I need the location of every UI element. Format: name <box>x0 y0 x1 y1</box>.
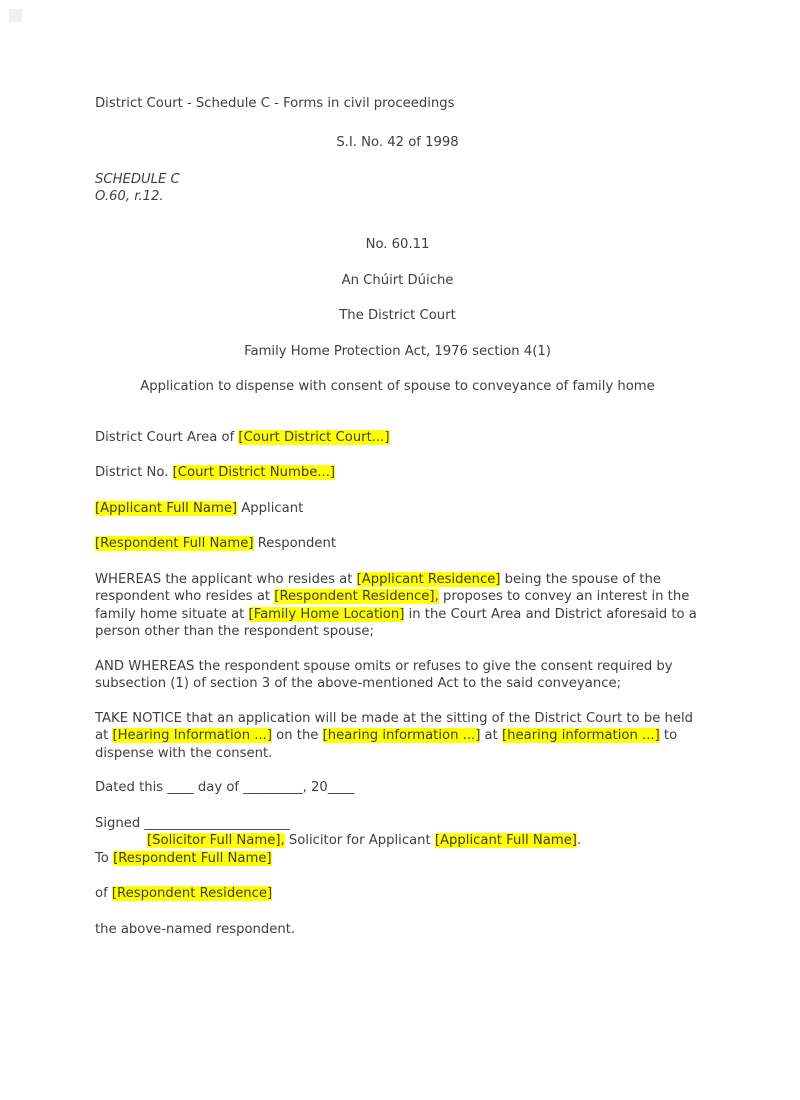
solicitor-mid-text: Solicitor for Applicant <box>284 833 435 848</box>
field-hearing-information-2[interactable]: [hearing information ...] <box>322 728 481 743</box>
form-title: Application to dispense with consent of spouse to conveyance of family home <box>140 379 655 394</box>
field-applicant-residence[interactable]: [Applicant Residence] <box>356 571 501 587</box>
of-residence-line <box>95 885 700 903</box>
take-notice-text-4: to dispense with the consent. <box>95 728 678 761</box>
whereas-text-2: being the spouse of the respondent who resides at <box>95 571 661 604</box>
form-number: No. 60.11 <box>365 237 430 252</box>
respondent-line <box>95 535 700 553</box>
document-content <box>95 95 700 938</box>
take-notice-paragraph <box>95 710 700 763</box>
district-no-label: District No. <box>95 465 173 480</box>
district-number-line <box>95 464 700 482</box>
schedule-reference <box>95 172 700 205</box>
signature-blank[interactable]: ______________________ <box>144 815 290 831</box>
to-label: To <box>95 850 114 866</box>
solicitor-line <box>95 832 700 850</box>
field-applicant-full-name-solicitor[interactable]: [Applicant Full Name] <box>434 833 577 848</box>
field-court-district-court[interactable]: [Court District Court...] <box>238 429 390 445</box>
field-hearing-information-1[interactable]: [Hearing Information ...] <box>112 728 272 743</box>
applicant-line <box>95 500 700 518</box>
field-respondent-residence-to[interactable]: [Respondent Residence] <box>111 886 273 901</box>
field-respondent-full-name-to[interactable]: [Respondent Full Name] <box>113 850 272 866</box>
dated-line: Dated this ____ day of _________, 20____ <box>95 780 355 795</box>
field-solicitor-full-name[interactable]: [Solicitor Full Name], <box>147 833 285 848</box>
whereas-text-4: in the Court Area and District aforesaid to a person other than the respondent spouse; <box>95 606 697 639</box>
field-court-district-number[interactable]: [Court District Numbe...] <box>172 465 336 480</box>
court-name-irish: An Chúirt Dúiche <box>341 272 454 288</box>
district-court-area-line <box>95 429 700 447</box>
field-respondent-residence[interactable]: [Respondent Residence], <box>274 589 439 604</box>
court-name-english: The District Court <box>339 308 456 323</box>
closing-line: the above-named respondent. <box>95 921 296 937</box>
solicitor-end-text: . <box>576 833 582 848</box>
order-rule: O.60, r.12. <box>95 188 164 204</box>
statute-reference: Family Home Protection Act, 1976 section 4(1) <box>244 343 551 359</box>
take-notice-text-1: TAKE NOTICE that an application will be made at the sitting of the District Court to be held at <box>95 710 694 743</box>
field-family-home-location[interactable]: [Family Home Location] <box>248 606 405 622</box>
district-area-label: District Court Area of <box>95 429 239 445</box>
document-header: District Court - Schedule C - Forms in civil proceedings <box>95 96 455 111</box>
whereas-text-1: WHEREAS the applicant who resides at <box>95 571 357 587</box>
respondent-role-label: Respondent <box>253 536 337 551</box>
field-applicant-full-name[interactable]: [Applicant Full Name] <box>95 500 238 516</box>
of-label: of <box>95 886 112 901</box>
take-notice-text-3: at <box>480 728 502 743</box>
signed-line <box>95 815 700 833</box>
si-reference: S.I. No. 42 of 1998 <box>336 134 459 150</box>
whereas-text-3: proposes to convey an interest in the family home situate at <box>95 589 690 622</box>
field-hearing-information-3[interactable]: [hearing information ...] <box>502 728 660 743</box>
and-whereas-paragraph: AND WHEREAS the respondent spouse omits or refuses to give the consent required by subsection (1) of section 3 of the above-mentioned Act to the said conveyance; <box>95 658 673 691</box>
applicant-role-label: Applicant <box>237 500 304 516</box>
schedule-label: SCHEDULE C <box>95 172 180 187</box>
signed-label: Signed <box>95 815 145 831</box>
to-respondent-line <box>95 850 700 868</box>
whereas-paragraph <box>95 571 700 641</box>
field-respondent-full-name[interactable]: [Respondent Full Name] <box>95 536 254 551</box>
take-notice-text-2: on the <box>271 728 323 743</box>
